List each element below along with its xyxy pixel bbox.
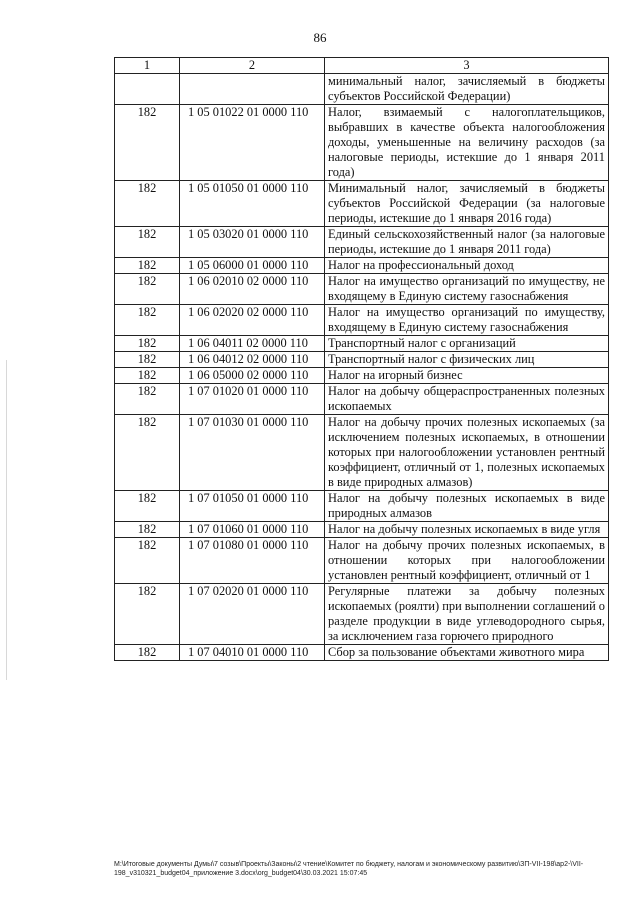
table-row [115, 384, 609, 415]
description-cell: Налог на добычу общераспространенных полезных ископаемых [325, 384, 609, 415]
budget-code-cell: 1 06 02010 02 0000 110 [180, 274, 325, 305]
table-row [115, 274, 609, 305]
budget-code-cell: 1 06 02020 02 0000 110 [180, 305, 325, 336]
column-header-1: 1 [115, 58, 180, 74]
description-cell: Транспортный налог с организаций [325, 336, 609, 352]
table-row [115, 645, 609, 661]
budget-code-cell: 1 07 01060 01 0000 110 [180, 522, 325, 538]
admin-code-cell: 182 [115, 522, 180, 538]
table-row [115, 368, 609, 384]
description-cell: Налог на имущество организаций по имуществу, не входящему в Единую систему газоснабжения [325, 274, 609, 305]
budget-code-cell: 1 07 01030 01 0000 110 [180, 415, 325, 491]
admin-code-cell: 182 [115, 227, 180, 258]
table-row [115, 538, 609, 584]
file-path-footer: M:\Итоговые документы Думы\7 созыв\Проекты\Законы\2 чтение\Комитет по бюджету, налогам и экономическому развитию\ЗП-VII-198\ap2-\VII-198_v310321_budget04_приложение 3.docx\org_budget04\30.03.2021 15:07:45 [114, 861, 584, 877]
budget-code-cell: 1 07 01080 01 0000 110 [180, 538, 325, 584]
budget-code-cell: 1 07 02020 01 0000 110 [180, 584, 325, 645]
table-row [115, 227, 609, 258]
page-number: 86 [313, 30, 327, 45]
description-cell: Минимальный налог, зачисляемый в бюджеты субъектов Российской Федерации (за налоговые периоды, истекшие до 1 января 2016 года) [325, 181, 609, 227]
scan-edge-line [6, 360, 7, 680]
admin-code-cell: 182 [115, 584, 180, 645]
table-row [115, 258, 609, 274]
admin-code-cell: 182 [115, 384, 180, 415]
description-cell: Налог на добычу прочих полезных ископаемых (за исключением полезных ископаемых, в отношении которых при налогообложении установлен рентный коэффициент, отличный от 1, полезных ископаемых в виде природных алмазов) [325, 415, 609, 491]
table-row [115, 352, 609, 368]
budget-code-cell: 1 07 01050 01 0000 110 [180, 491, 325, 522]
description-cell: Единый сельскохозяйственный налог (за налоговые периоды, истекшие до 1 января 2011 года) [325, 227, 609, 258]
table-row [115, 74, 609, 105]
admin-code-cell [115, 74, 180, 105]
table-row [115, 491, 609, 522]
description-cell: Налог на добычу прочих полезных ископаемых, в отношении которых при налогообложении установлен рентный коэффициент, отличный от 1 [325, 538, 609, 584]
revenue-classification-table [114, 57, 609, 661]
table-header-row [115, 58, 609, 74]
budget-code-cell: 1 07 01020 01 0000 110 [180, 384, 325, 415]
admin-code-cell: 182 [115, 258, 180, 274]
description-cell: Налог на добычу полезных ископаемых в виде угля [325, 522, 609, 538]
table-row [115, 336, 609, 352]
table-row [115, 522, 609, 538]
admin-code-cell: 182 [115, 538, 180, 584]
description-cell: Регулярные платежи за добычу полезных ископаемых (роялти) при выполнении соглашений о разделе продукции в виде углеводородного сырья, за исключением газа горючего природного [325, 584, 609, 645]
budget-code-cell: 1 05 06000 01 0000 110 [180, 258, 325, 274]
budget-code-cell: 1 07 04010 01 0000 110 [180, 645, 325, 661]
admin-code-cell: 182 [115, 336, 180, 352]
budget-code-cell: 1 06 04011 02 0000 110 [180, 336, 325, 352]
admin-code-cell: 182 [115, 305, 180, 336]
admin-code-cell: 182 [115, 645, 180, 661]
admin-code-cell: 182 [115, 352, 180, 368]
admin-code-cell: 182 [115, 491, 180, 522]
description-cell: Налог на добычу полезных ископаемых в виде природных алмазов [325, 491, 609, 522]
admin-code-cell: 182 [115, 415, 180, 491]
budget-code-cell: 1 06 05000 02 0000 110 [180, 368, 325, 384]
table-row [115, 105, 609, 181]
table-row [115, 415, 609, 491]
budget-code-cell: 1 05 01050 01 0000 110 [180, 181, 325, 227]
table-row [115, 584, 609, 645]
admin-code-cell: 182 [115, 274, 180, 305]
column-header-2: 2 [180, 58, 325, 74]
budget-code-cell: 1 06 04012 02 0000 110 [180, 352, 325, 368]
admin-code-cell: 182 [115, 105, 180, 181]
column-header-3: 3 [325, 58, 609, 74]
description-cell: Налог на профессиональный доход [325, 258, 609, 274]
admin-code-cell: 182 [115, 181, 180, 227]
description-cell: Налог на игорный бизнес [325, 368, 609, 384]
budget-code-cell: 1 05 03020 01 0000 110 [180, 227, 325, 258]
description-cell: Транспортный налог с физических лиц [325, 352, 609, 368]
table-row [115, 305, 609, 336]
budget-code-cell [180, 74, 325, 105]
budget-code-cell: 1 05 01022 01 0000 110 [180, 105, 325, 181]
table-row [115, 181, 609, 227]
description-cell: Налог на имущество организаций по имуществу, входящему в Единую систему газоснабжения [325, 305, 609, 336]
description-cell: Налог, взимаемый с налогоплательщиков, выбравших в качестве объекта налогообложения доходы, уменьшенные на величину расходов (за налоговые периоды, истекшие до 1 января 2011 года) [325, 105, 609, 181]
description-cell: минимальный налог, зачисляемый в бюджеты субъектов Российской Федерации) [325, 74, 609, 105]
description-cell: Сбор за пользование объектами животного мира [325, 645, 609, 661]
admin-code-cell: 182 [115, 368, 180, 384]
